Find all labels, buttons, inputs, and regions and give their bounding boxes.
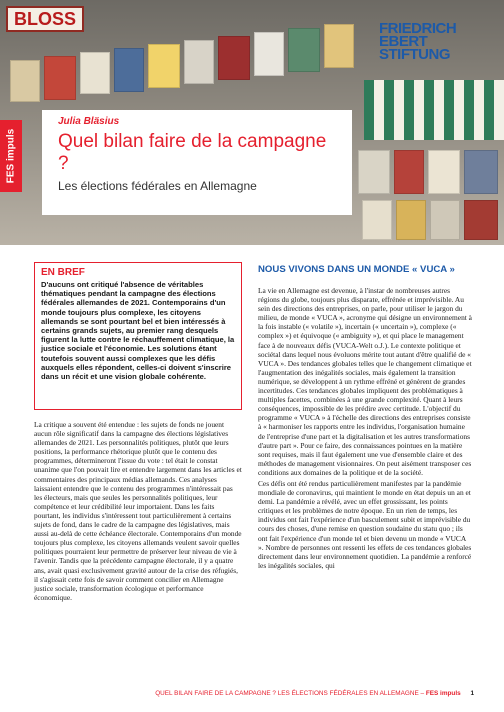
running-title: QUEL BILAN FAIRE DE LA CAMPAGNE ? LES ÉLECTIONS FÉDÉRALES EN ALLEMAGNE – [155,690,425,697]
summary-box [34,262,242,410]
striped-awning [364,80,504,140]
magazine [184,40,214,84]
page-number: 1 [470,690,474,697]
magazine [324,24,354,68]
magazine [44,56,76,100]
left-column-text: La critique a souvent été entendue : les sujets de fonds ne jouent aucun rôle significatif dans la campagne des élections législatives allemandes de 2021. Les personnalités politiques, plutôt que leurs positions, la performance rhétorique plutôt que le contenu des programmes, détermineront l'issue du vote : tel était le constat unanime que l'on pouvait lire et entendre largement dans les articles et commentaires des principaux médias allemands. Ces analyses laissaient entendre que le contenu des programmes n'intéressait pas les électeurs, mais que seules les personnalités politiques, leur compétence et leur crédibilité leur importaient. Dans les faits pourtant, les individus s'intéressent tout particulièrement à certains sujets de fond, dans le cadre de la campagne des législatives, mais aussi au-delà de cette échéance électorale. Contemporains d'un monde toujours plus complexe, les citoyens allemands veulent savoir quelles politiques pourraient leur permettre de préserver leur niveau de vie à l'avenir. Tandis que la précédente campagne électorale, il y a quatre ans, avait quasi exclusivement gravité autour de la crise des réfugiés, il s'agissait cette fois de savoir comment concilier en Allemagne justice sociale, transformation écologique et performance économique. [34,420,242,602]
magazine [254,32,284,76]
side-tab-label: FES impuls [5,128,17,184]
magazine [428,150,460,194]
magazine [362,200,392,240]
magazine [114,48,144,92]
fes-logo [379,22,474,61]
logo-line: STIFTUNG [379,46,450,63]
right-column-text [258,286,472,570]
magazine [430,200,460,240]
magazine [218,36,250,80]
page-subtitle: Les élections fédérales en Allemagne [58,179,257,193]
magazine [394,150,424,194]
page-title: Quel bilan faire de la campagne ? [58,131,327,174]
magazine [10,60,40,102]
magazine [358,150,390,194]
paragraph: Ces défis ont été rendus particulièrement manifestes par la pandémie mondiale de coronavirus, qui maintient le monde en état depuis un an et demi. La pandémie a révélé, avec un effet grossissant, les points critiques et les problèmes de notre époque. En un rien de temps, les individus ont fait l'expérience d'un basculement subit et imprévisible du cours des choses, d'une remise en question soudaine du statu quo ; ils ont fait l'expérience d'un monde tel et bien devenu un monde « VUCA ». Nombre de personnes ont ressenti les effets de ces tendances globales directement dans leur environnement quotidien. La pandémie a renforcé les inégalités sociales, qui [258,478,472,570]
summary-heading: EN BREF [41,267,85,278]
magazine [288,28,320,72]
magazine [80,52,110,94]
logo-line: EBERT [379,33,428,50]
magazine [148,44,180,88]
shop-sign: BLOSS [6,6,84,32]
page-footer [0,690,474,697]
title-block [42,110,352,215]
magazine [396,200,426,240]
magazine [464,200,498,240]
author-name: Julia Bläsius [58,116,120,127]
section-heading: NOUS VIVONS DANS UN MONDE « VUCA » [258,264,455,275]
side-tab [0,120,22,192]
paragraph: La vie en Allemagne est devenue, à l'instar de nombreuses autres régions du globe, toujours plus disparate, effrénée et imprévisible. Au sein des directions des entreprises, on parle, pour utiliser le jargon du milieu, de monde « VUCA », acronyme qui désigne un environnement à la fois instable (« volatile »), incertain (« uncertain »), complexe (« complex ») et équivoque (« ambiguity »), et qui place le management face à de nouveaux défis (VUCA-Welt o.J.). Le contexte politique et sociétal dans lequel nous évoluons mérite tout autant d'être qualifié de « VUCA ». Des tendances globales telles que le changement climatique et l'augmentation des inégalités sociales, mais également la transition numérique, se développent à un rythme effréné et génèrent de grandes incertitudes. Ces tendances globales impliquent des problématiques à multiples facettes, combinées à une grande complexité. Quant à leurs conséquences, impossible de les prédire avec certitude. L'objectif du programme « VUCA » à l'échelle des directions des entreprises consiste à « harmoniser les rapports entre les individus, l'organisation humaine de l'entreprise d'une part et la digitalisation et les autres transformations d'autre part ». Pour ce faire, des connaissances pointues en la matière sont requises, mais il faut également une vue d'ensemble claire et des méthodes de management visionnaires. On peut aisément transposer ces conditions aux domaines de la politique et de la société. [258,286,472,477]
summary-text: D'aucuns ont critiqué l'absence de véritables thématiques pendant la campagne des élections fédérales allemandes de 2021. Contemporains d'un monde toujours plus complexe, les citoyens allemands se sont pourtant bel et bien intéressés à certains grands sujets, au premier rang desquels figurent la lutte contre le réchauffement climatique, la justice sociale et l'économie. Les solutions étant toutefois souvent aussi complexes que les défis auxquels elles répondent, celles-ci doivent s'inscrire dans un récit et une vision globale cohérente. [41,280,235,382]
logo-line: FRIEDRICH [379,20,457,37]
footer-brand: FES impuls [425,690,461,697]
magazine [464,150,498,194]
